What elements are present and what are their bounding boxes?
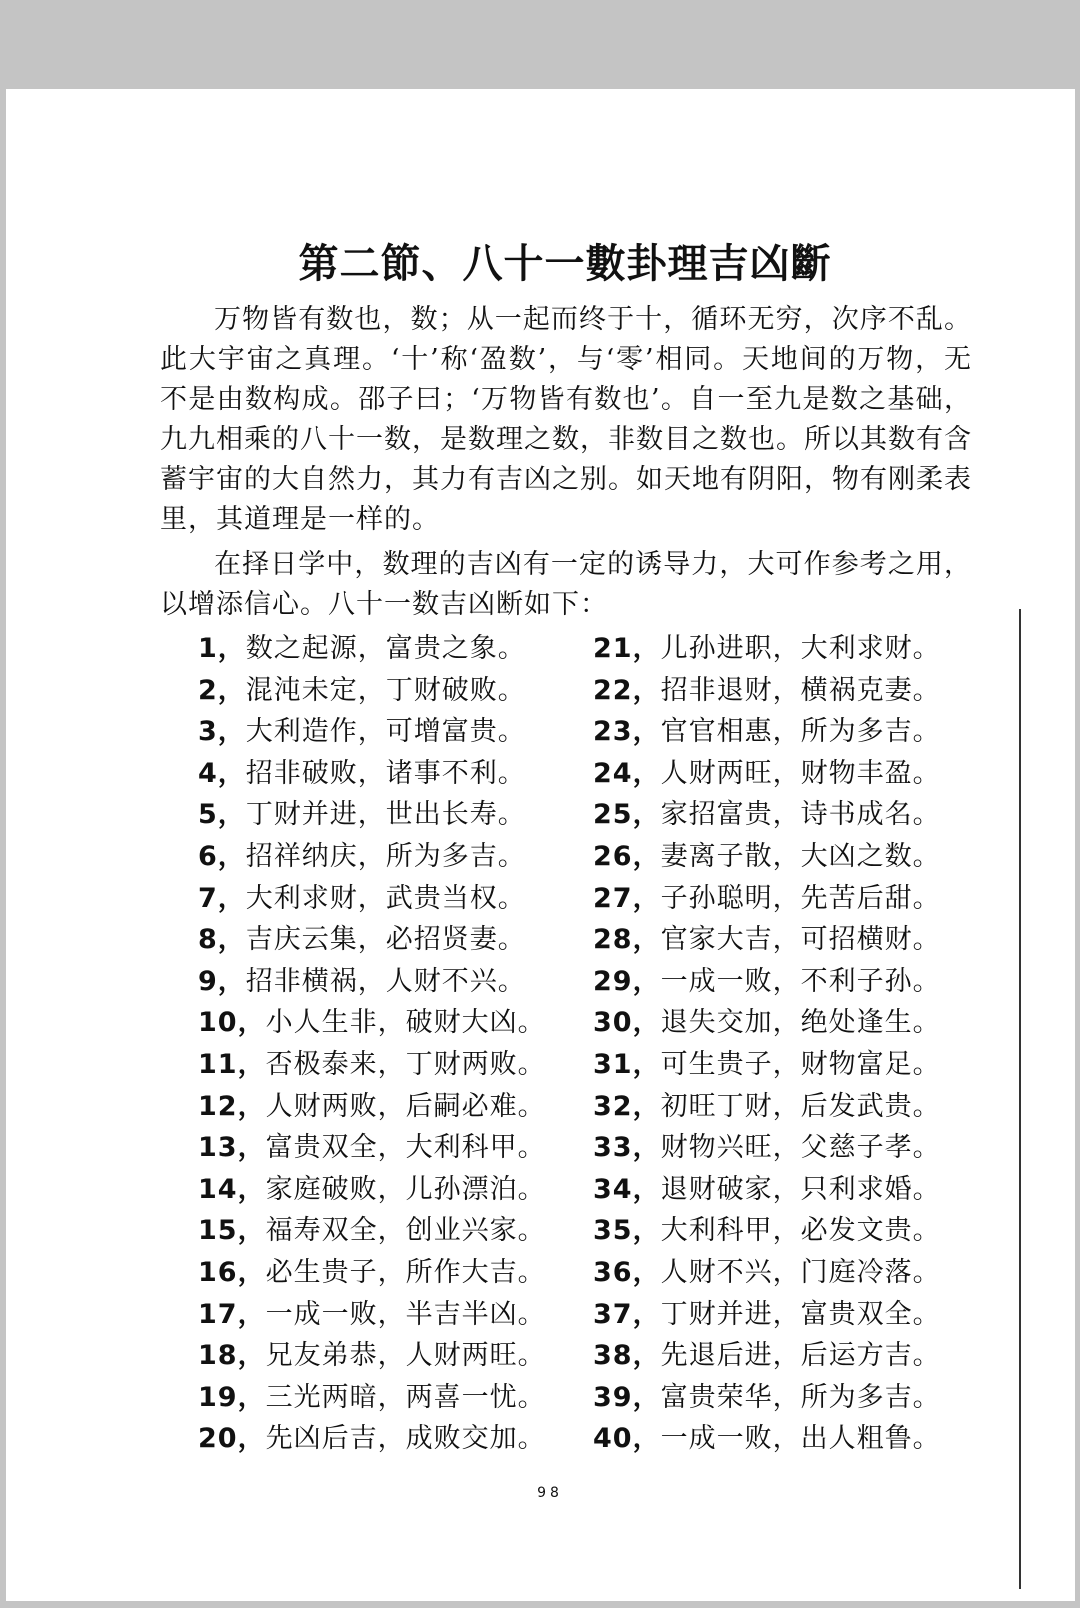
entry-number: 32， bbox=[593, 1090, 661, 1122]
entry-text: 官家大吉，可招横财。 bbox=[660, 924, 941, 956]
entry-number: 5， bbox=[198, 799, 246, 831]
entry-number: 22， bbox=[593, 674, 661, 706]
fortune-entry bbox=[593, 919, 988, 961]
fortune-entry bbox=[198, 836, 593, 878]
fortune-entry bbox=[198, 919, 593, 961]
usage-paragraph: 在择日学中，数理的吉凶有一定的诱导力，大可作参考之用，以增添信心。八十一数吉凶断如下： bbox=[160, 549, 972, 620]
section-title: 第二節、八十一數卦理吉凶斷 bbox=[298, 241, 832, 287]
entry-number: 10， bbox=[198, 1007, 266, 1039]
entry-text: 财物兴旺，父慈子孝。 bbox=[660, 1132, 941, 1164]
entry-text: 大利求财，武贵当权。 bbox=[245, 882, 526, 914]
entry-number: 34， bbox=[593, 1173, 661, 1205]
entry-number: 37， bbox=[593, 1298, 661, 1330]
entry-text: 一成一败，半吉半凶。 bbox=[265, 1298, 546, 1330]
fortune-entry bbox=[593, 1377, 988, 1419]
fortune-entry bbox=[593, 794, 988, 836]
entry-text: 退失交加，绝处逢生。 bbox=[660, 1007, 941, 1039]
fortune-entry bbox=[198, 878, 593, 920]
entry-text: 三光两暗，两喜一忧。 bbox=[265, 1381, 546, 1413]
entry-text: 妻离子散，大凶之数。 bbox=[660, 840, 941, 872]
entry-text: 大利造作，可增富贵。 bbox=[245, 716, 526, 748]
fortune-entry bbox=[198, 1418, 593, 1460]
entry-number: 11， bbox=[198, 1048, 266, 1080]
entry-text: 退财破家，只利求婚。 bbox=[660, 1173, 941, 1205]
entry-number: 26， bbox=[593, 840, 661, 872]
entry-text: 兄友弟恭，人财两旺。 bbox=[265, 1340, 546, 1372]
fortune-entry bbox=[593, 1127, 988, 1169]
entry-number: 24， bbox=[593, 757, 661, 789]
entry-number: 1， bbox=[198, 633, 246, 664]
entry-text: 富贵双全，大利科甲。 bbox=[265, 1132, 546, 1164]
entry-number: 36， bbox=[593, 1256, 661, 1288]
fortune-entry bbox=[198, 1127, 593, 1169]
fortune-entry bbox=[198, 1377, 593, 1419]
entry-number: 33， bbox=[593, 1132, 661, 1164]
entry-text: 混沌未定，丁财破败。 bbox=[245, 674, 526, 706]
entry-number: 7， bbox=[198, 882, 246, 914]
entry-text: 福寿双全，创业兴家。 bbox=[265, 1215, 546, 1247]
entry-text: 富贵荣华，所为多吉。 bbox=[660, 1381, 941, 1413]
entry-number: 17， bbox=[198, 1298, 266, 1330]
entry-text: 儿孙进职，大利求财。 bbox=[660, 633, 941, 664]
entry-text: 子孙聪明，先苦后甜。 bbox=[660, 882, 941, 914]
fortune-entry bbox=[198, 1294, 593, 1336]
fortune-entry bbox=[593, 711, 988, 753]
entry-text: 人财两旺，财物丰盈。 bbox=[660, 757, 941, 789]
entry-number: 19， bbox=[198, 1381, 266, 1413]
entry-text: 一成一败，出人粗鲁。 bbox=[660, 1423, 941, 1455]
entry-text: 必生贵子，所作大吉。 bbox=[265, 1256, 546, 1288]
entry-number: 35， bbox=[593, 1215, 661, 1247]
entry-number: 29， bbox=[593, 965, 661, 997]
fortune-entry bbox=[593, 628, 988, 670]
entry-text: 吉庆云集，必招贤妻。 bbox=[245, 924, 526, 956]
fortune-entry bbox=[198, 1210, 593, 1252]
entry-number: 13， bbox=[198, 1132, 266, 1164]
entry-text: 官官相惠，所为多吉。 bbox=[660, 716, 941, 748]
entry-number: 2， bbox=[198, 674, 246, 706]
entry-text: 家招富贵，诗书成名。 bbox=[660, 799, 941, 831]
fortune-entry bbox=[198, 1086, 593, 1128]
fortune-entry bbox=[198, 961, 593, 1003]
entry-text: 家庭破败，儿孙漂泊。 bbox=[265, 1173, 546, 1205]
fortune-entry bbox=[593, 753, 988, 795]
entry-text: 数之起源，富贵之象。 bbox=[245, 633, 526, 664]
fortune-list bbox=[198, 628, 988, 1460]
fortune-entry bbox=[593, 1294, 988, 1336]
fortune-entry bbox=[198, 1002, 593, 1044]
fortune-entry bbox=[198, 753, 593, 795]
entry-number: 25， bbox=[593, 799, 661, 831]
entry-text: 小人生非，破财大凶。 bbox=[265, 1007, 546, 1039]
entry-text: 大利科甲，必发文贵。 bbox=[660, 1215, 941, 1247]
entry-number: 31， bbox=[593, 1048, 661, 1080]
fortune-entry bbox=[198, 1252, 593, 1294]
entry-number: 3， bbox=[198, 716, 246, 748]
entry-text: 招祥纳庆，所为多吉。 bbox=[245, 840, 526, 872]
fortune-entry bbox=[593, 1210, 988, 1252]
fortune-entry bbox=[198, 794, 593, 836]
fortune-entry bbox=[198, 711, 593, 753]
entry-number: 23， bbox=[593, 716, 661, 748]
entry-number: 9， bbox=[198, 965, 246, 997]
entry-number: 20， bbox=[198, 1423, 266, 1455]
fortune-entry bbox=[593, 1169, 988, 1211]
entry-number: 4， bbox=[198, 757, 246, 789]
entry-text: 一成一败，不利子孙。 bbox=[660, 965, 941, 997]
entry-number: 18， bbox=[198, 1340, 266, 1372]
fortune-entry bbox=[593, 1335, 988, 1377]
fortune-entry bbox=[593, 1086, 988, 1128]
page-number: 98 bbox=[537, 1485, 563, 1501]
entry-text: 否极泰来，丁财两败。 bbox=[265, 1048, 546, 1080]
entry-number: 38， bbox=[593, 1340, 661, 1372]
fortune-entry bbox=[198, 670, 593, 712]
entry-number: 39， bbox=[593, 1381, 661, 1413]
fortune-entry bbox=[593, 961, 988, 1003]
entry-number: 15， bbox=[198, 1215, 266, 1247]
entry-number: 21， bbox=[593, 633, 661, 664]
entry-number: 16， bbox=[198, 1256, 266, 1288]
fortune-entry bbox=[593, 1252, 988, 1294]
fortune-entry bbox=[593, 1002, 988, 1044]
entry-number: 30， bbox=[593, 1007, 661, 1039]
entry-text: 丁财并进，世出长寿。 bbox=[245, 799, 526, 831]
fortune-entry bbox=[593, 1418, 988, 1460]
fortune-entry bbox=[593, 878, 988, 920]
fortune-entry bbox=[593, 670, 988, 712]
entry-text: 先凶后吉，成败交加。 bbox=[265, 1423, 546, 1455]
entry-text: 人财不兴，门庭冷落。 bbox=[660, 1256, 941, 1288]
entry-text: 招非破败，诸事不利。 bbox=[245, 757, 526, 789]
entry-text: 招非退财，横祸克妻。 bbox=[660, 674, 941, 706]
entry-number: 27， bbox=[593, 882, 661, 914]
fortune-entry bbox=[198, 1335, 593, 1377]
fortune-entry bbox=[593, 836, 988, 878]
fortune-entry bbox=[593, 1044, 988, 1086]
entry-number: 8， bbox=[198, 924, 246, 956]
entry-number: 28， bbox=[593, 924, 661, 956]
entry-number: 14， bbox=[198, 1173, 266, 1205]
entry-text: 招非横祸，人财不兴。 bbox=[245, 965, 526, 997]
entry-number: 6， bbox=[198, 840, 246, 872]
entry-text: 丁财并进，富贵双全。 bbox=[660, 1298, 941, 1330]
entry-text: 人财两败，后嗣必难。 bbox=[265, 1090, 546, 1122]
entry-text: 可生贵子，财物富足。 bbox=[660, 1048, 941, 1080]
entry-text: 初旺丁财，后发武贵。 bbox=[660, 1090, 941, 1122]
intro-paragraph: 万物皆有数也，数；从一起而终于十，循环无穷，次序不乱。此大宇宙之真理。‘十’称‘盈数’，与‘零’相同。天地间的万物，无不是由数构成。邵子曰；‘万物皆有数也’。自一至九是数之基础，九九相乘的八十一数，是数理之数，非数目之数也。所以其数有含蓄宇宙的大自然力，其力有吉凶之别。如天地有阴阳，物有刚柔表里，其道理是一样的。 bbox=[160, 304, 972, 535]
entry-text: 先退后进，后运方吉。 bbox=[660, 1340, 941, 1372]
entry-number: 40， bbox=[593, 1423, 661, 1455]
entry-number: 12， bbox=[198, 1090, 266, 1122]
fortune-entry bbox=[198, 628, 593, 670]
fortune-entry bbox=[198, 1169, 593, 1211]
fortune-entry bbox=[198, 1044, 593, 1086]
page-edge-line bbox=[1019, 609, 1021, 1589]
